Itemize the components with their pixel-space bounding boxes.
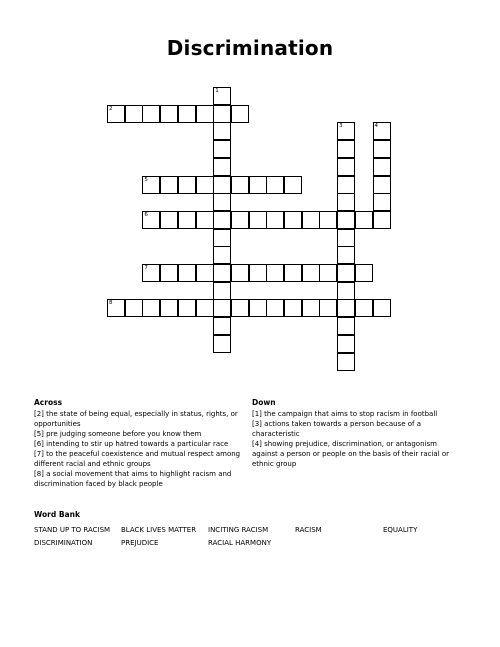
grid-cell[interactable] <box>142 176 160 194</box>
grid-cell[interactable] <box>337 335 355 353</box>
grid-cell[interactable] <box>337 317 355 335</box>
across-heading: Across <box>34 398 63 407</box>
clue-across-6: [6] intending to stir up hatred towards a particular race <box>34 440 229 448</box>
grid-cell[interactable] <box>213 122 231 140</box>
grid-cell[interactable] <box>319 264 337 282</box>
clue-number: 3 <box>339 123 343 130</box>
grid-cell[interactable] <box>337 282 355 300</box>
grid-cell[interactable] <box>178 211 196 229</box>
grid-cell[interactable] <box>337 158 355 176</box>
grid-cell[interactable] <box>213 317 231 335</box>
grid-cell[interactable] <box>302 264 320 282</box>
grid-cell[interactable] <box>284 299 302 317</box>
grid-cell[interactable] <box>196 211 214 229</box>
word-bank-title: Word Bank <box>34 510 80 519</box>
word-bank-item: PREJUDICE <box>121 539 159 547</box>
grid-cell[interactable] <box>355 211 373 229</box>
clue-down-3: [3] actions taken towards a person because of a characteristic <box>252 420 421 438</box>
grid-cell[interactable] <box>178 176 196 194</box>
grid-cell[interactable] <box>160 299 178 317</box>
grid-cell[interactable] <box>142 264 160 282</box>
grid-cell[interactable] <box>337 353 355 371</box>
grid-cell[interactable] <box>337 122 355 140</box>
grid-cell[interactable] <box>213 229 231 247</box>
grid-cell[interactable] <box>178 264 196 282</box>
grid-cell[interactable] <box>213 246 231 264</box>
clue-number: 4 <box>374 123 378 130</box>
grid-cell[interactable] <box>160 211 178 229</box>
grid-cell[interactable] <box>302 299 320 317</box>
grid-cell[interactable] <box>160 176 178 194</box>
clue-number: 6 <box>144 211 148 218</box>
grid-cell[interactable] <box>125 105 143 123</box>
grid-cell[interactable] <box>231 176 249 194</box>
grid-cell[interactable] <box>337 176 355 194</box>
grid-cell[interactable] <box>266 299 284 317</box>
grid-cell[interactable] <box>319 299 337 317</box>
grid-cell[interactable] <box>266 211 284 229</box>
clue-number: 1 <box>215 88 219 94</box>
grid-cell[interactable] <box>373 176 391 194</box>
grid-cell[interactable] <box>302 211 320 229</box>
grid-cell[interactable] <box>160 105 178 123</box>
grid-cell[interactable] <box>142 299 160 317</box>
grid-cell[interactable] <box>231 211 249 229</box>
grid-cell[interactable] <box>231 264 249 282</box>
grid-cell[interactable] <box>213 158 231 176</box>
grid-cell[interactable] <box>231 299 249 317</box>
clue-number: 8 <box>109 300 113 307</box>
grid-cell[interactable] <box>284 176 302 194</box>
grid-cell[interactable] <box>373 299 391 317</box>
clue-number: 7 <box>144 265 148 271</box>
grid-cell[interactable] <box>213 176 231 194</box>
grid-cell[interactable] <box>249 211 267 229</box>
grid-cell[interactable] <box>213 87 231 105</box>
clue-number: 2 <box>109 105 113 112</box>
word-bank-item: RACIAL HARMONY <box>208 539 272 547</box>
grid-cell[interactable] <box>337 246 355 264</box>
word-bank-item: RACISM <box>295 526 322 534</box>
word-bank-item: STAND UP TO RACISM <box>34 526 111 534</box>
grid-cell[interactable] <box>266 264 284 282</box>
clue-across-2: [2] the state of being equal, especially in status, rights, or opportunities <box>34 410 238 428</box>
grid-cell[interactable] <box>142 105 160 123</box>
word-bank-item: INCITING RACISM <box>208 526 269 534</box>
grid-cell[interactable] <box>373 211 391 229</box>
grid-cell[interactable] <box>213 299 231 317</box>
grid-cell[interactable] <box>196 264 214 282</box>
grid-cell[interactable] <box>284 264 302 282</box>
grid-cell[interactable] <box>213 264 231 282</box>
clue-number: 5 <box>144 176 148 183</box>
grid-cell[interactable] <box>142 211 160 229</box>
grid-cell[interactable] <box>373 158 391 176</box>
clue-down-1: [1] the campaign that aims to stop racism in football <box>252 410 438 418</box>
grid-cell[interactable] <box>284 211 302 229</box>
clue-across-5: [5] pre judging someone before you know them <box>34 430 202 438</box>
grid-cell[interactable] <box>373 122 391 140</box>
grid-cell[interactable] <box>196 299 214 317</box>
grid-cell[interactable] <box>266 176 284 194</box>
grid-cell[interactable] <box>337 264 355 282</box>
grid-cell[interactable] <box>178 299 196 317</box>
grid-cell[interactable] <box>213 211 231 229</box>
grid-cell[interactable] <box>213 335 231 353</box>
grid-cell[interactable] <box>337 229 355 247</box>
grid-cell[interactable] <box>319 211 337 229</box>
grid-cell[interactable] <box>355 264 373 282</box>
clue-across-8: [8] a social movement that aims to highlight racism and discrimination faced by black people <box>34 470 232 488</box>
grid-cell[interactable] <box>249 176 267 194</box>
word-bank-item: DISCRIMINATION <box>34 539 93 547</box>
word-bank-item: EQUALITY <box>383 526 418 534</box>
grid-cell[interactable] <box>107 105 125 123</box>
grid-cell[interactable] <box>196 176 214 194</box>
down-heading: Down <box>252 398 276 407</box>
grid-cell[interactable] <box>373 140 391 158</box>
grid-cell[interactable] <box>337 193 355 211</box>
grid-cell[interactable] <box>249 264 267 282</box>
clue-across-7: [7] to the peaceful coexistence and mutual respect among different racial and ethnic groups <box>34 450 241 468</box>
grid-cell[interactable] <box>355 299 373 317</box>
down-clues <box>252 398 464 469</box>
clue-down-4: [4] showing prejudice, discrimination, or antagonism against a person or people on the basis of their racial or ethnic group <box>252 440 450 468</box>
grid-cell[interactable] <box>213 282 231 300</box>
across-clues <box>34 398 246 489</box>
grid-cell[interactable] <box>337 211 355 229</box>
grid-cell[interactable] <box>107 299 125 317</box>
page-title: Discrimination <box>166 36 334 60</box>
grid-cell[interactable] <box>160 264 178 282</box>
grid-cell[interactable] <box>249 299 267 317</box>
grid-cell[interactable] <box>196 105 214 123</box>
grid-cell[interactable] <box>213 193 231 211</box>
grid-cell[interactable] <box>231 105 249 123</box>
grid-cell[interactable] <box>213 140 231 158</box>
grid-cell[interactable] <box>125 299 143 317</box>
grid-cell[interactable] <box>373 193 391 211</box>
word-bank-item: BLACK LIVES MATTER <box>121 526 197 534</box>
grid-cell[interactable] <box>337 140 355 158</box>
grid-cell[interactable] <box>337 299 355 317</box>
grid-cell[interactable] <box>213 105 231 123</box>
grid-cell[interactable] <box>178 105 196 123</box>
